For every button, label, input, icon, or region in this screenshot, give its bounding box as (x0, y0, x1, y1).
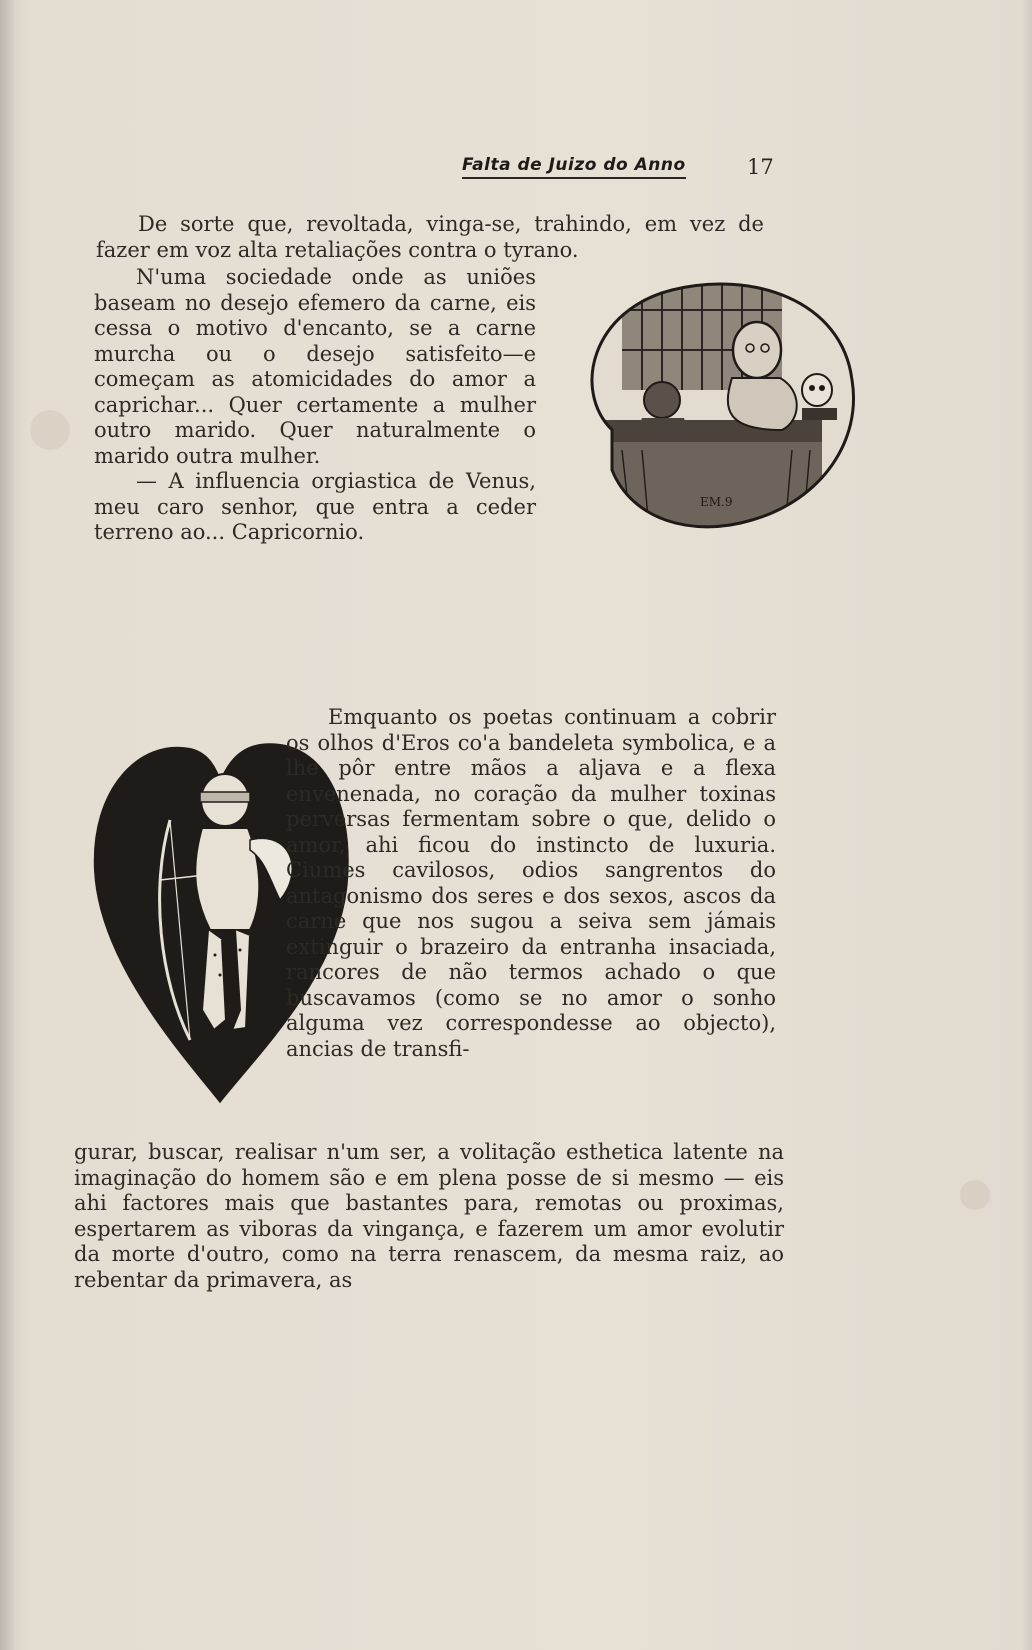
paragraph-text: gurar, buscar, realisar n'um ser, a volitação esthetica latente na imaginação do homem são e em plena posse de si mesmo — eis ahi factores mais que bastantes para, remotas ou proximas, espertarem as viboras da vingança, e fazerem um amor evolutir da morte d'outro, como na terra renascem, da mesma raiz, ao rebentar da primavera, as (74, 1140, 784, 1292)
dialogue-text: — A influencia orgiastica de Venus, meu caro senhor, que entra a ceder terreno ao... Capricornio. (94, 469, 536, 544)
study-scene-illustration (552, 270, 882, 552)
page-right-edge (1022, 0, 1032, 1650)
running-title: Falta de Juizo do Anno (462, 155, 686, 179)
page-header (462, 155, 782, 187)
page-left-edge (0, 0, 14, 1650)
paragraph-4 (286, 705, 776, 1062)
paragraph-1 (96, 212, 764, 263)
paragraph-4-continued (74, 1140, 784, 1293)
paper-stain (960, 1180, 990, 1210)
paragraph-2-3 (94, 265, 536, 546)
page-number: 17 (747, 155, 774, 179)
paragraph-text: Emquanto os poetas continuam a cobrir os olhos d'Eros co'a bandeleta symbolica, e a lhe pôr entre mãos a aljava e a flexa envenenada, no coração da mulher toxinas perversas fermentam sobre o que, delido o amor, ahi ficou do instincto de luxuria. Ciumes cavilosos, odios sangrentos do antagonismo dos seres e dos sexos, ascos da carne que nos sugou a seiva sem jámais extinguir o brazeiro da entranha insaciada, rancores de não termos achado o que buscavamos (como se no amor o sonho alguma vez correspondesse ao objecto), ancias de transfi- (286, 705, 776, 1061)
illustration-signature: EM.9 (700, 495, 733, 509)
paper-stain (30, 410, 70, 450)
paragraph-text: De sorte que, revoltada, vinga-se, trahindo, em vez de fazer em voz alta retaliações contra o tyrano. (96, 212, 764, 262)
paragraph-text: N'uma sociedade onde as uniões baseam no desejo efemero da carne, eis cessa o motivo d'encanto, se a carne murcha ou o desejo satisfeito—e começam as atomicidades do amor a caprichar... Quer certamente a mulher outro marido. Quer naturalmente o marido outra mulher. (94, 265, 536, 468)
